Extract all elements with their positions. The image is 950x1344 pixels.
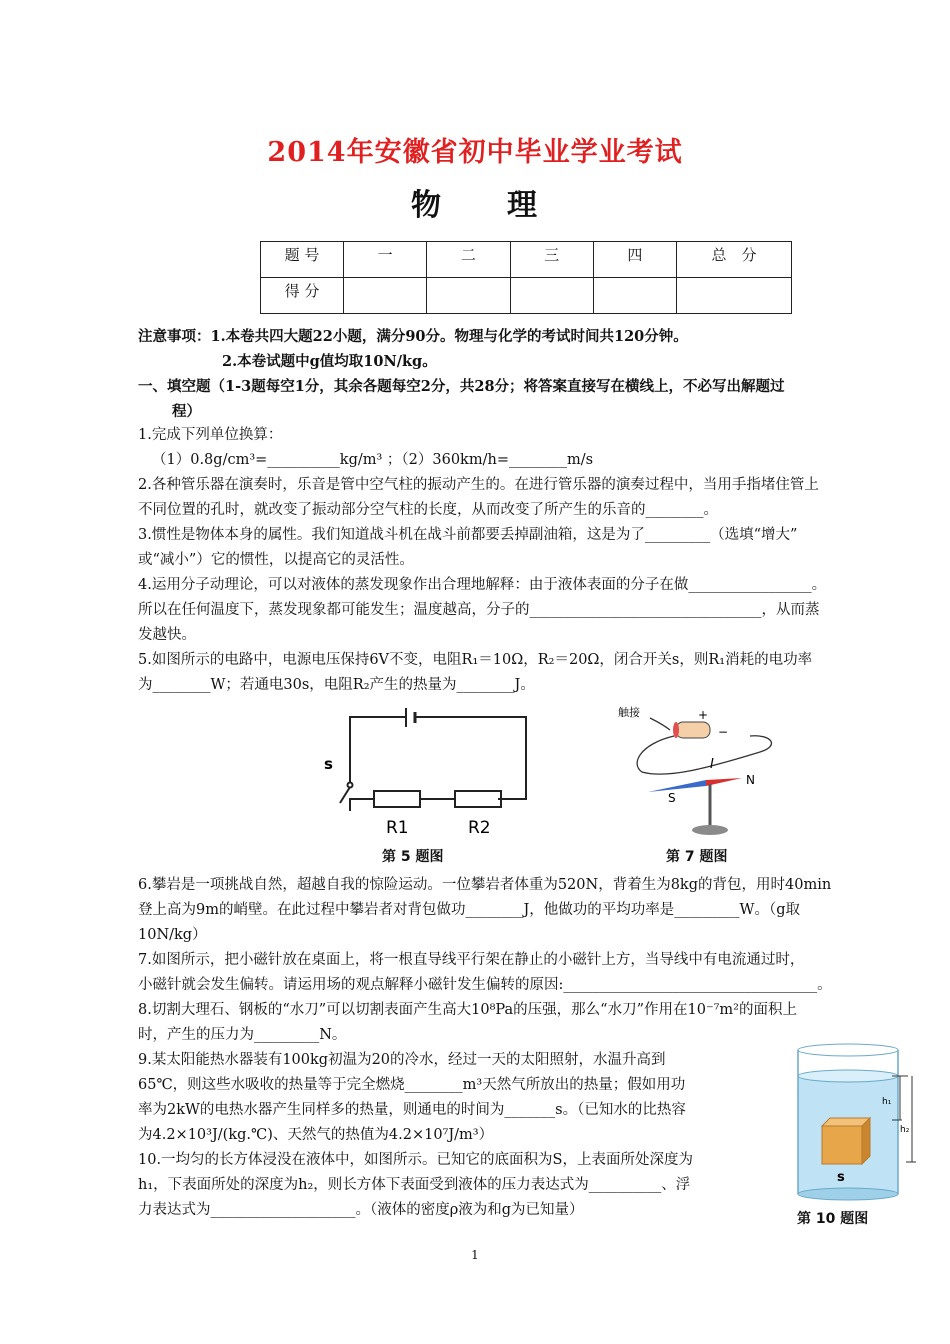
q3-line-a: 3.惯性是物体本身的属性。我们知道战斗机在战斗前都要丢掉副油箱，这是为了_________（选填“增大” xyxy=(138,527,798,543)
score-table-header-row xyxy=(261,242,792,278)
score-cell-2: 二 xyxy=(427,242,510,278)
q9-line-d: 为4.2×10³J/(kg.℃)、天然气的热值为4.2×10⁷J/m³） xyxy=(138,1127,494,1143)
score-cell-4: 四 xyxy=(593,242,676,278)
score-table xyxy=(260,241,792,314)
exam-title: 2014年安徽省初中毕业学业考试 xyxy=(267,137,683,168)
q1-line-b: （1）0.8g/cm³=__________kg/m³ ；（2）360km/h=________m/s xyxy=(152,452,594,468)
score-input-3[interactable] xyxy=(510,278,593,314)
score-cell-total: 总 分 xyxy=(677,242,792,278)
score-input-4[interactable] xyxy=(593,278,676,314)
block-area-label: s xyxy=(837,1170,845,1185)
figure-10-beaker xyxy=(790,1040,920,1205)
page-number: 1 xyxy=(471,1248,479,1262)
block-front-face xyxy=(822,1126,862,1164)
questions-9-10 xyxy=(138,1048,783,1223)
stand-base xyxy=(692,825,728,835)
q5-line-b: 为________W；若通电30s，电阻R₂产生的热量为________J。 xyxy=(138,677,535,693)
questions-1-5 xyxy=(138,423,920,698)
h1-label: h₁ xyxy=(882,1097,892,1107)
block-side-face xyxy=(862,1118,870,1164)
score-cell-1: 一 xyxy=(344,242,427,278)
needle-n-label: N xyxy=(746,773,755,787)
circuit-wire-bottom-left xyxy=(350,799,374,811)
questions-6-8 xyxy=(138,873,920,1048)
score-cell-3: 三 xyxy=(510,242,593,278)
circuit-wire-right xyxy=(415,717,526,799)
subject-title: 物 理 xyxy=(411,188,539,223)
notes-block xyxy=(138,324,920,424)
contact-label: 触接 xyxy=(618,706,640,719)
contact-arrow xyxy=(650,718,670,730)
q6-line-a: 6.攀岩是一项挑战自然，超越自我的惊险运动。一位攀岩者体重为520N，背着生为8kg的背包，用时40min xyxy=(138,877,832,893)
q7-line-b: 小磁针就会发生偏转。请运用场的观点解释小磁针发生偏转的原因:___________________________________。 xyxy=(138,977,832,993)
q1-line-a: 1.完成下列单位换算： xyxy=(138,427,283,443)
needle-south-half xyxy=(648,780,706,792)
r2-label: R2 xyxy=(468,818,491,838)
score-table-score-row xyxy=(261,278,792,314)
figure-10-caption: 第 10 题图 xyxy=(797,1211,869,1227)
beaker-bottom xyxy=(798,1188,898,1200)
switch-blade xyxy=(340,787,350,803)
r1-label: R1 xyxy=(386,818,409,838)
q9-line-b: 65℃，则这些水吸收的热量等于完全燃烧________m³天然气所放出的热量；假如用功 xyxy=(138,1077,686,1093)
q8-line-a: 8.切割大理石、钢板的“水刀”可以切割表面产生高大10⁸Pa的压强，那么“水刀”作用在10⁻⁷m²的面积上 xyxy=(138,1002,797,1018)
figure-7-oersted xyxy=(610,700,790,845)
q2-line-b: 不同位置的孔时，就改变了振动部分空气柱的长度，从而改变了所产生的乐音的________。 xyxy=(138,502,718,518)
q10-line-b: h₁，下表面所处的深度为h₂，则长方体下表面受到液体的压力表达式为__________、浮 xyxy=(138,1177,691,1193)
score-input-total[interactable] xyxy=(677,278,792,314)
beaker-rim xyxy=(798,1044,898,1056)
q3-line-b: 或“减小”）它的惯性，以提高它的灵活性。 xyxy=(138,552,414,568)
figure-7-caption: 第 7 题图 xyxy=(666,849,728,865)
notes-line-2: 2.本卷试题中g值均取10N/kg。 xyxy=(222,353,437,370)
q2-line-a: 2.各种管乐器在演奏时，乐音是管中空气柱的振动产生的。在进行管乐器的演奏过程中，当用手指堵住管上 xyxy=(138,477,819,493)
notes-line-1: 注意事项：1.本卷共四大题22小题，满分90分。物理与化学的考试时间共120分钟。 xyxy=(138,328,688,345)
section-heading-cont: 程） xyxy=(172,403,201,420)
q5-line-a: 5.如图所示的电路中，电源电压保持6V不变，电阻R₁＝10Ω，R₂＝20Ω，闭合开关s，则R₁消耗的电功率 xyxy=(138,652,813,668)
q10-line-c: 力表达式为____________________。（液体的密度ρ液为和g为已知量） xyxy=(138,1202,584,1218)
h2-label: h₂ xyxy=(900,1125,910,1135)
score-row-label: 得 分 xyxy=(261,278,344,314)
battery-end-icon xyxy=(673,722,679,738)
water-surface xyxy=(798,1070,898,1082)
q4-line-c: 发越快。 xyxy=(138,627,196,643)
q9-line-c: 率为2kW的电热水器产生同样多的热量，则通电的时间为_______s。（已知水的比热容 xyxy=(138,1102,686,1118)
section-heading: 一、填空题（1-3题每空1分，其余各题每空2分，共28分；将答案直接写在横线上，不必写出解题过 xyxy=(138,378,785,395)
resistor-r1 xyxy=(374,791,420,807)
score-cell-label: 题 号 xyxy=(261,242,344,278)
needle-s-label: S xyxy=(668,791,676,805)
resistor-r2 xyxy=(455,791,501,807)
current-label: I xyxy=(710,757,714,772)
score-input-2[interactable] xyxy=(427,278,510,314)
battery-minus: − xyxy=(718,725,729,739)
q6-line-b: 登上高为9m的峭壁。在此过程中攀岩者对背包做功________J，他做功的平均功率是_________W。（g取 xyxy=(138,902,800,918)
q9-line-a: 9.某太阳能热水器装有100kg初温为20的冷水，经过一天的太阳照射，水温升高到 xyxy=(138,1052,666,1068)
q10-line-a: 10.一均匀的长方体浸没在液体中，如图所示。已知它的底面积为S，上表面所处深度为 xyxy=(138,1152,693,1168)
score-input-1[interactable] xyxy=(344,278,427,314)
figure-5-caption: 第 5 题图 xyxy=(382,849,444,865)
q7-line-a: 7.如图所示，把小磁针放在桌面上，将一根直导线平行架在静止的小磁针上方，当导线中有电流通过时， xyxy=(138,952,805,968)
q4-line-a: 4.运用分子动理论，可以对液体的蒸发现象作出合理地解释：由于液体表面的分子在做_________________。 xyxy=(138,577,827,593)
battery-plus: + xyxy=(698,708,709,722)
wire-loop xyxy=(637,736,771,774)
q6-line-c: 10N/kg） xyxy=(138,927,207,943)
q4-line-b: 所以在任何温度下，蒸发现象都可能发生；温度越高，分子的________________________________，从而蒸 xyxy=(138,602,820,618)
circuit-wire-left xyxy=(350,717,406,783)
figure-5-circuit xyxy=(318,703,543,843)
switch-label: s xyxy=(324,755,333,773)
battery-icon xyxy=(676,722,710,738)
switch-pivot xyxy=(348,783,353,788)
q8-line-b: 时，产生的压力为_________N。 xyxy=(138,1027,347,1043)
